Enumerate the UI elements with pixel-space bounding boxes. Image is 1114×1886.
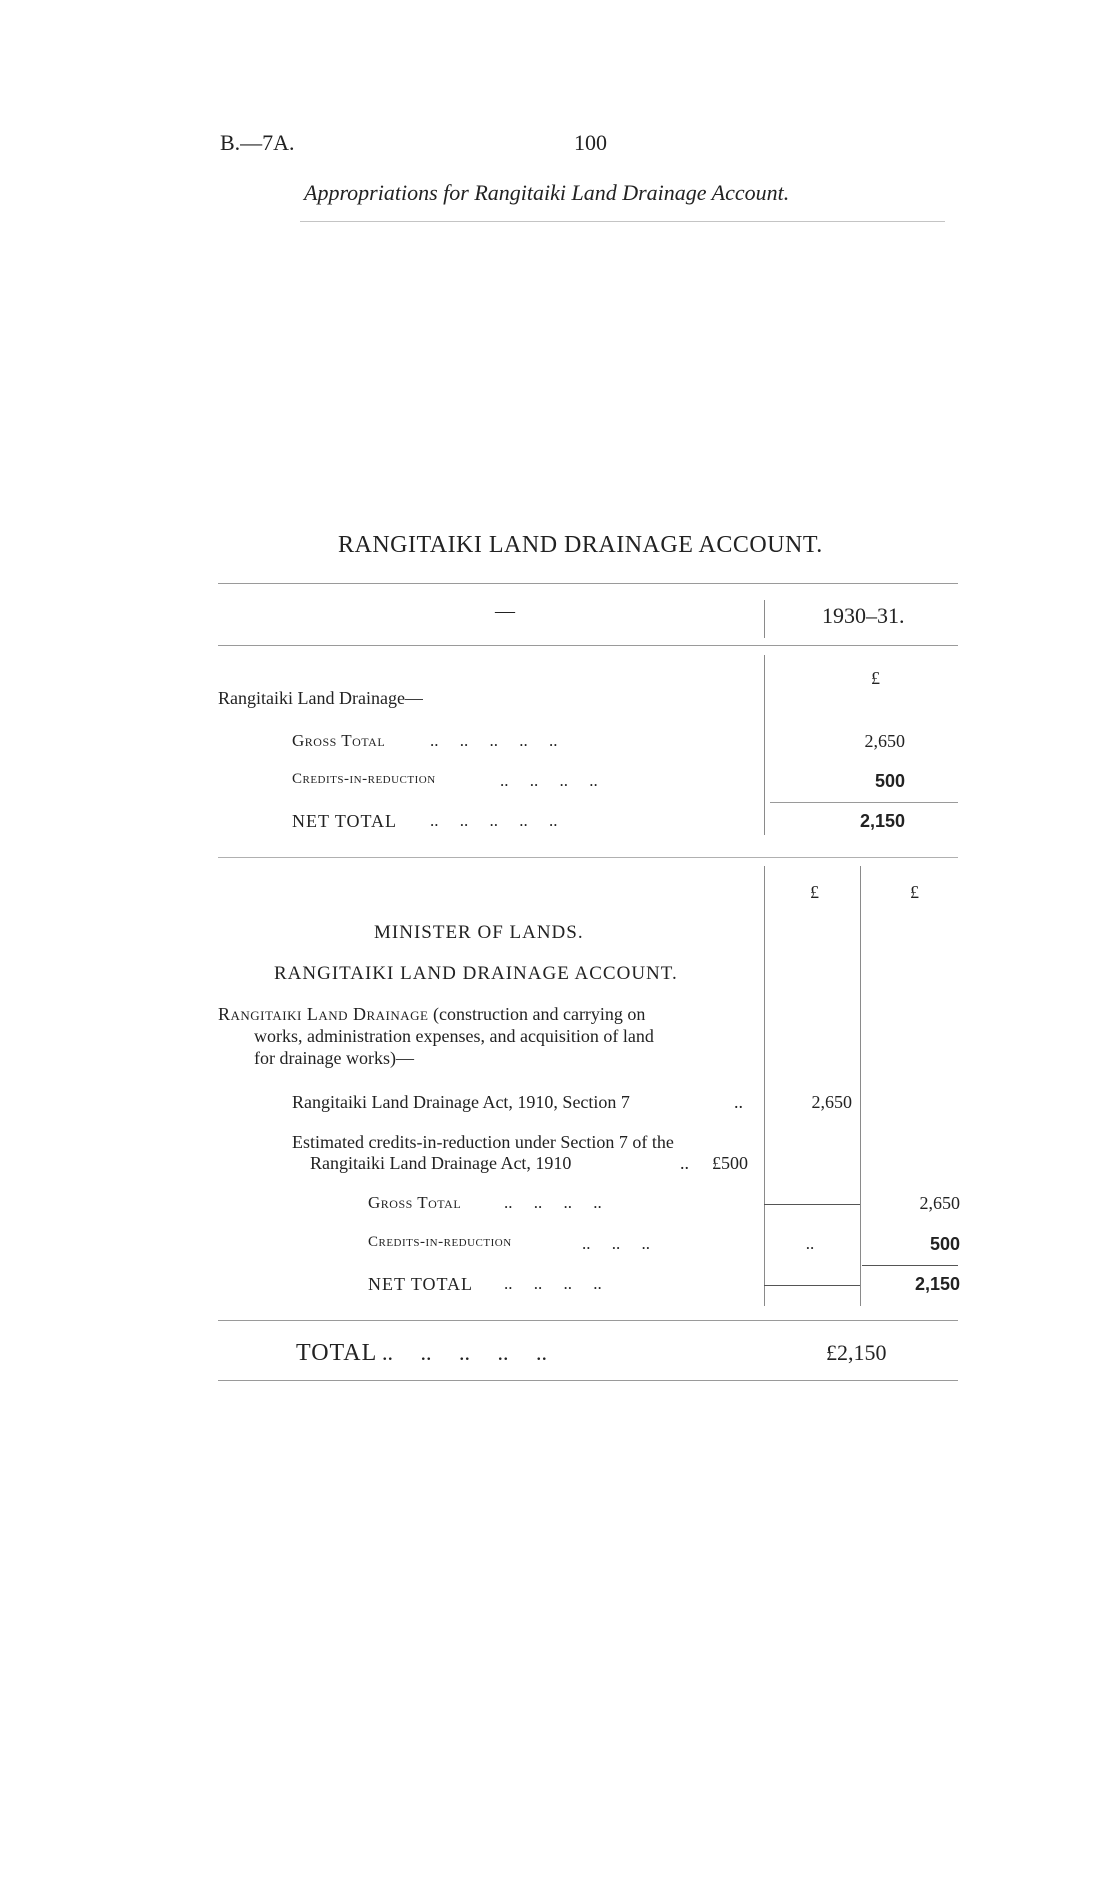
grand-total-value: £2,150 [826,1340,887,1365]
detail-currency-symbol-1: £ [810,882,819,902]
detail-net-total-value: 2,150 [914,1274,960,1294]
detail-vote-head: Rangitaiki Land Drainage [218,1004,429,1024]
detail-column-divider-1 [764,866,765,1306]
detail-estimated-amount: £500 [712,1153,748,1173]
grand-total-label: TOTAL [296,1340,378,1366]
detail-credits-leader: .. .. .. [582,1234,650,1253]
detail-credits-value: 500 [929,1234,960,1254]
header-rule [300,221,945,222]
detail-act-value: 2,650 [811,1092,852,1112]
detail-act-leader: .. [734,1092,743,1112]
summary-title: RANGITAIKI LAND DRAINAGE ACCOUNT. [338,532,823,558]
detail-currency-symbol-2: £ [910,882,919,902]
summary-currency-symbol: £ [871,668,880,688]
detail-net-total-col1-rule [764,1285,860,1286]
detail-vote-desc-line-1: (construction and carrying on [433,1004,646,1024]
summary-credits-label: Credits-in-reduction [292,771,436,787]
summary-credits-leader: .. .. .. .. [500,771,598,790]
detail-act-line: Rangitaiki Land Drainage Act, 1910, Section 7 [292,1092,630,1112]
summary-net-total-leader: .. .. .. .. .. [430,811,558,830]
summary-gross-total-leader: .. .. .. .. .. [430,731,558,750]
summary-gross-total-value: 2,650 [864,731,905,751]
page-number: 100 [574,130,607,155]
detail-column-divider-2 [860,866,861,1306]
summary-column-divider [764,655,765,835]
grand-total-rule [218,1380,958,1381]
summary-blank-column-header: — [495,600,515,622]
detail-net-total-label: NET TOTAL [368,1274,474,1294]
detail-vote-description [218,1004,645,1025]
detail-estimated-line-1: Estimated credits-in-reduction under Section 7 of the [292,1132,674,1152]
detail-bottom-rule [218,1320,958,1321]
detail-estimated-leader: .. [680,1153,689,1173]
summary-section-label: Rangitaiki Land Drainage— [218,688,423,708]
summary-gross-total-label: Gross Total [292,731,386,750]
summary-credits-value: 500 [874,771,905,791]
summary-bottom-rule [218,857,958,858]
detail-estimated-line-2: Rangitaiki Land Drainage Act, 1910 [310,1153,572,1173]
summary-header-divider [764,600,765,638]
detail-gross-total-col1-rule [764,1204,860,1205]
detail-net-total-col2-rule [862,1265,958,1266]
summary-net-total-label: NET TOTAL [292,811,398,831]
detail-account-heading: RANGITAIKI LAND DRAINAGE ACCOUNT. [274,963,678,984]
document-reference: B.—7A. [220,130,295,155]
detail-credits-label: Credits-in-reduction [368,1234,512,1250]
detail-gross-total-leader: .. .. .. .. [504,1193,602,1212]
detail-vote-desc-line-2: works, administration expenses, and acquisition of land [254,1026,654,1046]
summary-header-rule [218,645,958,646]
detail-vote-desc-line-3: for drainage works)— [254,1048,414,1068]
detail-net-total-leader: .. .. .. .. [504,1274,602,1293]
detail-gross-total-label: Gross Total [368,1193,462,1212]
summary-net-total-rule [770,802,958,803]
page-subtitle: Appropriations for Rangitaiki Land Drainage Account. [304,180,790,205]
summary-top-rule [218,583,958,584]
detail-gross-total-value: 2,650 [919,1193,960,1213]
detail-credits-col1-value: .. [805,1234,815,1253]
grand-total-leader: .. .. .. .. .. [382,1340,547,1365]
detail-minister-heading: MINISTER OF LANDS. [374,922,584,943]
summary-net-total-value: 2,150 [859,811,905,831]
summary-year-column-header: 1930–31. [822,603,905,628]
